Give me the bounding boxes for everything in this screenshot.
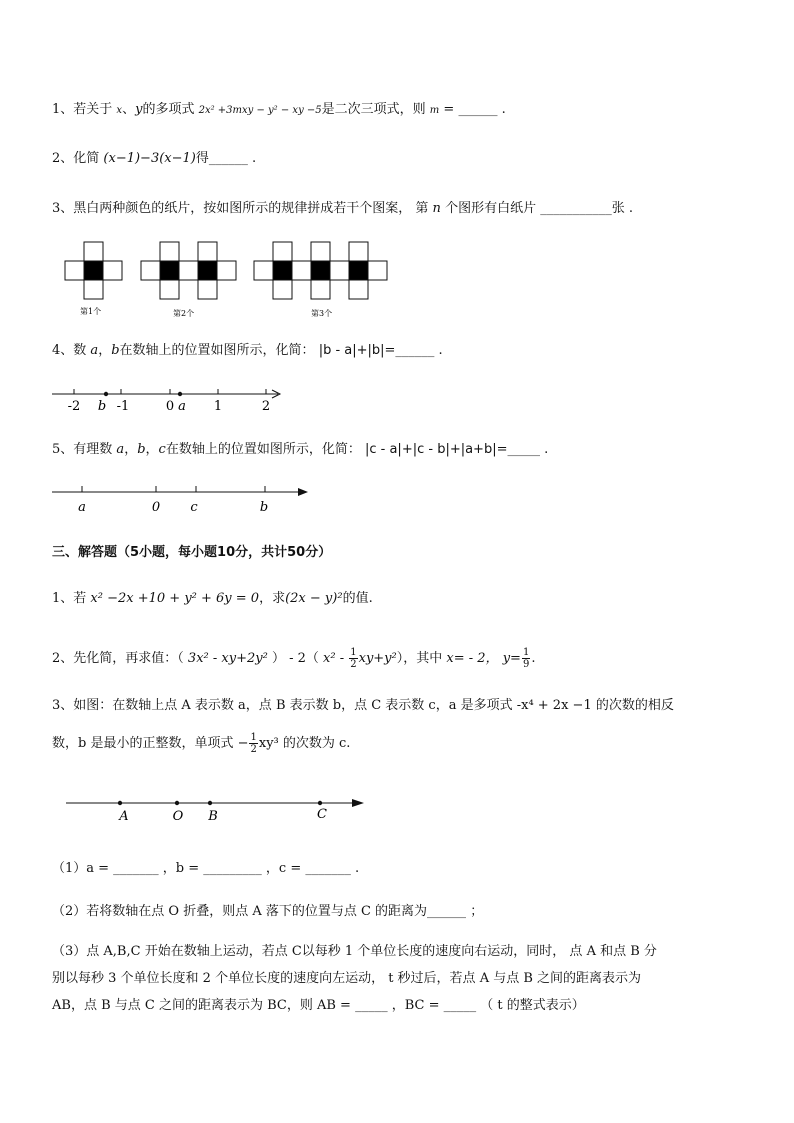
- q5-text: 5、有理数: [52, 442, 113, 457]
- q5-expression: |c - a|+|c - b|+|a+b|: [364, 442, 497, 457]
- var-a: a: [116, 442, 125, 457]
- white-tile: [330, 261, 349, 280]
- problem-1: [52, 590, 373, 608]
- var-b: b: [111, 343, 120, 358]
- fraction-half: $\frac{1}{2}$: [350, 647, 357, 670]
- q4-text: 4、数: [52, 343, 87, 358]
- white-tile: [217, 261, 236, 280]
- q4-expression: |b - a|+|b|: [318, 343, 385, 358]
- white-tile: [84, 280, 103, 299]
- black-tile: [84, 261, 103, 280]
- question-5: 5、有理数 a，b，c在数轴上的位置如图所示，化简： |c - a|+|c - b|+|a+b|=_____ .: [52, 442, 549, 457]
- axis-label-0: 0: [151, 500, 161, 515]
- p1-head: 1、若: [52, 591, 87, 606]
- problem-3-part-1: （1）a = _______ ，b = _________ ，c = _______ .: [52, 861, 360, 876]
- white-tile: [349, 280, 368, 299]
- white-tile: [311, 280, 330, 299]
- p2-cond-x: x= - 2，: [446, 651, 499, 666]
- tick-label: 2: [261, 399, 271, 414]
- q3-text: 3、黑白两种颜色的纸片，按如图所示的规律拼成若干个图案， 第: [52, 201, 429, 216]
- caption-1: 第1个: [80, 307, 102, 316]
- p3-line2-a: 数，b 是最小的正整数，单项式 −: [52, 736, 249, 751]
- q5-mid: 在数轴上的位置如图所示，化简：: [165, 442, 361, 457]
- number-line-q4: [52, 385, 292, 415]
- var-n: n: [432, 201, 441, 216]
- point-A: [118, 801, 122, 805]
- q1-sep: 、: [122, 102, 136, 117]
- q1-tail: 是二次三项式，则: [321, 102, 426, 117]
- q4-comma: ，: [98, 343, 112, 358]
- white-tile: [273, 242, 292, 261]
- p2-term-2: x² -: [323, 651, 345, 666]
- point-C: [318, 801, 322, 805]
- q1-expression: 2x² +3mxy − y² − xy −5: [198, 105, 322, 116]
- problem-2: [52, 647, 535, 670]
- white-tile: [65, 261, 84, 280]
- q1-blank: = ______ .: [439, 102, 506, 117]
- tick-label: 1: [213, 399, 223, 414]
- label-B: B: [208, 809, 218, 824]
- white-tile: [292, 261, 311, 280]
- axis-label-b: b: [259, 500, 269, 515]
- white-tile: [198, 242, 217, 261]
- caption-3: 第3个: [311, 309, 333, 318]
- label-O: O: [172, 809, 184, 824]
- white-tile: [254, 261, 273, 280]
- problem-3-line-1: 3、如图：在数轴上点 A 表示数 a，点 B 表示数 b，点 C 表示数 c，a 是多项式 -x⁴ + 2x −1 的次数的相反: [52, 698, 674, 713]
- caption-2: 第2个: [173, 309, 195, 318]
- q5-tail: =_____ .: [496, 442, 549, 457]
- q2-tail: 得______ .: [195, 151, 257, 166]
- label-C: C: [317, 807, 327, 822]
- white-tile: [273, 280, 292, 299]
- var-c: c: [158, 442, 166, 457]
- black-tile: [311, 261, 330, 280]
- p1-tail: 的值.: [342, 591, 373, 606]
- white-tile: [84, 242, 103, 261]
- axis-label-c: c: [190, 500, 198, 515]
- problem-3-part-2: （2）若将数轴在点 O 折叠，则点 A 落下的位置与点 C 的距离为______ ；: [52, 904, 484, 919]
- var-b: b: [137, 442, 146, 457]
- black-tile: [349, 261, 368, 280]
- q1-text: 1、若关于: [52, 102, 113, 117]
- p1-target: (2x − y)²: [285, 591, 343, 606]
- black-tile: [198, 261, 217, 280]
- black-tile: [160, 261, 179, 280]
- label-A: A: [119, 809, 129, 824]
- white-tile: [368, 261, 387, 280]
- problem-3-part-3-line-3: AB，点 B 与点 C 之间的距离表示为 BC，则 AB = _____ ，BC = _____ （ t 的整式表示）: [52, 998, 585, 1013]
- white-tile: [349, 242, 368, 261]
- var-x: x: [116, 105, 123, 116]
- q2-text: 2、化简: [52, 151, 100, 166]
- tick-label: -2: [67, 399, 81, 414]
- tile-pattern-figure: [60, 240, 400, 320]
- number-line-q5: [52, 484, 322, 516]
- q4-tail: =______ .: [384, 343, 443, 358]
- question-1: [52, 101, 506, 120]
- section-heading: 三、解答题（5小题，每小题10分，共计50分）: [52, 545, 332, 560]
- white-tile: [179, 261, 198, 280]
- p2-end: .: [531, 651, 536, 666]
- var-a: a: [90, 343, 99, 358]
- white-tile: [311, 242, 330, 261]
- problem-3-part-3-line-2: 别以每秒 3 个单位长度和 2 个单位长度的速度向左运动， t 秒过后，若点 A 与点 B 之间的距离表示为: [52, 971, 642, 986]
- p2-term-3: xy+y²: [358, 651, 397, 666]
- problem-3-line-2: [52, 732, 350, 755]
- q1-mid: 的多项式: [142, 102, 195, 117]
- p3-line2-b: xy³ 的次数为 c.: [258, 736, 351, 751]
- tick-label: a: [178, 399, 186, 414]
- var-m: m: [429, 105, 440, 116]
- q4-mid: 在数轴上的位置如图所示，化简：: [119, 343, 315, 358]
- var-y: y: [135, 102, 143, 117]
- q3-tail: 个图形有白纸片 ___________张 .: [445, 201, 633, 216]
- fraction-ninth: $\frac{1}{9}$: [522, 647, 530, 670]
- black-tile: [273, 261, 292, 280]
- p2-op: ） - 2（: [271, 651, 319, 666]
- tick-label: 0: [165, 399, 175, 414]
- question-3: [52, 200, 633, 218]
- fraction-half: $\frac{1}{2}$: [250, 732, 257, 755]
- white-tile: [103, 261, 122, 280]
- white-tile: [198, 280, 217, 299]
- point-a: [178, 392, 182, 396]
- p2-term-1: 3x² - xy+2y²: [187, 651, 268, 666]
- tick-label: b: [97, 399, 107, 414]
- point-b: [104, 392, 108, 396]
- number-line-p3: [66, 795, 376, 825]
- question-4: [52, 342, 443, 360]
- point-O: [175, 801, 179, 805]
- p2-mid: ），其中: [396, 651, 443, 666]
- p2-head: 2、先化简，再求值：（: [52, 651, 184, 666]
- white-tile: [160, 242, 179, 261]
- tick-label: -1: [116, 399, 130, 414]
- problem-3-part-3-line-1: （3）点 A,B,C 开始在数轴上运动，若点 C以每秒 1 个单位长度的速度向右运动，同时， 点 A 和点 B 分: [52, 944, 657, 959]
- question-2: [52, 150, 256, 168]
- p1-mid: ，求: [259, 591, 286, 606]
- axis-label-a: a: [78, 500, 86, 515]
- q2-expression: (x−1)−3(x−1): [103, 151, 196, 166]
- p2-cond-y: y=: [502, 651, 521, 666]
- white-tile: [141, 261, 160, 280]
- white-tile: [160, 280, 179, 299]
- point-B: [208, 801, 212, 805]
- p1-equation: x² −2x +10 + y² + 6y = 0: [90, 591, 260, 606]
